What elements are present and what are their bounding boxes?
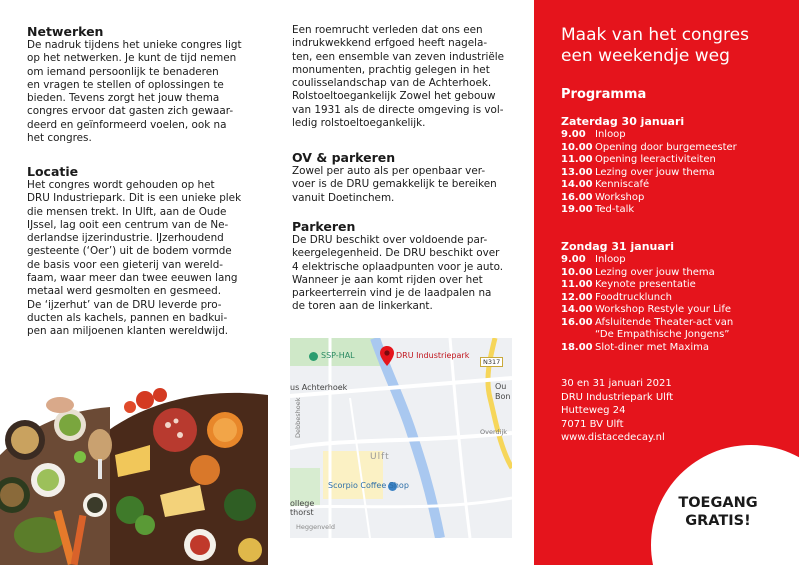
day1-heading: Zaterdag 30 januari: [561, 115, 685, 128]
schedule-item: 9.00 Inloop: [561, 254, 626, 265]
map-roads: [290, 338, 512, 538]
parkeren-heading: Parkeren: [292, 219, 356, 234]
event-street: Hutteweg 24: [561, 405, 626, 416]
map-label-achterhoek: us Achterhoek: [290, 383, 348, 392]
map-label-overdijk: Overdijk: [480, 428, 508, 436]
dru-location-pin-icon[interactable]: [380, 346, 394, 366]
netwerken-text: De nadruk tijdens het unieke congres ligt op het netwerken. Je kunt de tijd nemen om iemand persoonlijk te benaderen en vragen te stellen of oplossingen te bieden. Tevens zorgt het jouw thema congres ervoor dat gasten zich gewaar- deerd en geïnformeerd voelen, ook na het congres.: [27, 39, 242, 145]
locatie-heading: Locatie: [27, 164, 79, 179]
parkeren-text: De DRU beschikt over voldoende par- keergelegenheid. De DRU beschikt over 4 elektrische oplaadpunten voor je auto. Wanneer je aan komt rijden over het parkeerterrein vind je de laadpalen na de toren aan de linkerkant.: [292, 234, 504, 313]
location-map[interactable]: [290, 338, 512, 538]
event-dates: 30 en 31 januari 2021: [561, 378, 672, 389]
schedule-item: 11.00 Opening leeractiviteiten: [561, 154, 716, 165]
event-city: 7071 BV Ulft: [561, 418, 624, 430]
map-label-thorst: thorst: [290, 508, 314, 517]
panel-title: Maak van het congres een weekendje weg: [561, 25, 749, 66]
ssp-hal-pin-icon[interactable]: [309, 352, 318, 361]
schedule-item: 14.00 Workshop Restyle your Life: [561, 304, 732, 315]
map-label-college: ollege: [290, 499, 315, 508]
event-website-link[interactable]: www.distacedecay.nl: [561, 432, 665, 443]
day2-schedule: [561, 240, 733, 354]
free-entry-text: TOEGANG GRATIS!: [678, 495, 758, 529]
netwerken-heading: Netwerken: [27, 24, 104, 39]
map-label-heggenveld: Heggenveld: [296, 523, 336, 531]
map-label-ssp: SSP-HAL: [321, 351, 355, 360]
schedule-item: 14.00 Kenniscafé: [561, 179, 650, 190]
section-netwerken: [27, 24, 262, 145]
schedule-item: 16.00 Afsluitende Theater-act van: [561, 316, 734, 328]
map-label-bon: Bon: [495, 392, 511, 401]
map-label-scorpio: Scorpio Coffee Shop: [328, 481, 409, 490]
programma-heading: Programma: [561, 87, 647, 102]
event-address: [561, 377, 673, 445]
day2-heading: Zondag 31 januari: [561, 240, 674, 253]
schedule-item: 18.00 Slot-diner met Maxima: [561, 341, 709, 353]
day1-schedule: [561, 115, 737, 217]
map-label-road: N317: [480, 357, 503, 367]
schedule-item: “De Empathische Jongens”: [595, 329, 730, 340]
food-photo: [0, 385, 268, 565]
right-panel: [534, 0, 799, 565]
section-parkeren: [292, 219, 527, 314]
schedule-item: 13.00 Lezing over jouw thema: [561, 166, 715, 178]
event-venue: DRU Industriepark Ulft: [561, 391, 674, 403]
left-panel: [0, 0, 268, 565]
schedule-item: 16.00 Workshop: [561, 191, 645, 203]
schedule-item: 9.00 Inloop: [561, 129, 626, 140]
schedule-item: 12.00 Foodtrucklunch: [561, 291, 672, 303]
locatie-text: Het congres wordt gehouden op het DRU Industriepark. Dit is een unieke plek die mensen trekt. In Ulft, aan de Oude IJssel, lag ooit een centrum van de Ne- derlandse ijzerindustrie. IJzerhoudend gesteente (‘Oer’) uit de bodem vormde de basis voor een gieterij van wereld- faam, waar meer dan twee eeuwen lang metaal werd gesmolten en gesmeed. De ‘ijzerhut’ van de DRU leverde pro- ducten als kachels, pannen en badkui- pen aan miljoenen klanten wereldwijd.: [27, 179, 242, 338]
section-locatie: [27, 164, 262, 339]
map-label-dru: DRU Industriepark: [396, 351, 470, 360]
map-label-debbeshoek: Debbeshoek: [294, 397, 302, 438]
schedule-item: 10.00 Lezing over jouw thema: [561, 266, 715, 278]
section-ov: [292, 150, 527, 205]
intro-text: Een roemrucht verleden dat ons een indrukwekkend erfgoed heeft nagela- ten, een ensemble van zeven industriële monumenten, prachtig gelegen in het coulisselandschap van de Achterhoek. Rolstoeltoegankelijk Zowel het gebouw van 1931 als de directe omgeving is vol- ledig rolstoeltoegankelijk.: [292, 24, 505, 130]
schedule-item: 10.00 Opening door burgemeester: [561, 141, 737, 153]
ov-heading: OV & parkeren: [292, 150, 396, 165]
map-label-ou: Ou: [495, 382, 507, 391]
map-label-ulft: Ulft: [370, 452, 390, 462]
ov-text: Zowel per auto als per openbaar ver- voer is de DRU gemakkelijk te bereiken vanuit Doetinchem.: [292, 165, 497, 204]
schedule-item: 19.00 Ted-talk: [561, 204, 635, 215]
schedule-item: 11.00 Keynote presentatie: [561, 279, 696, 290]
